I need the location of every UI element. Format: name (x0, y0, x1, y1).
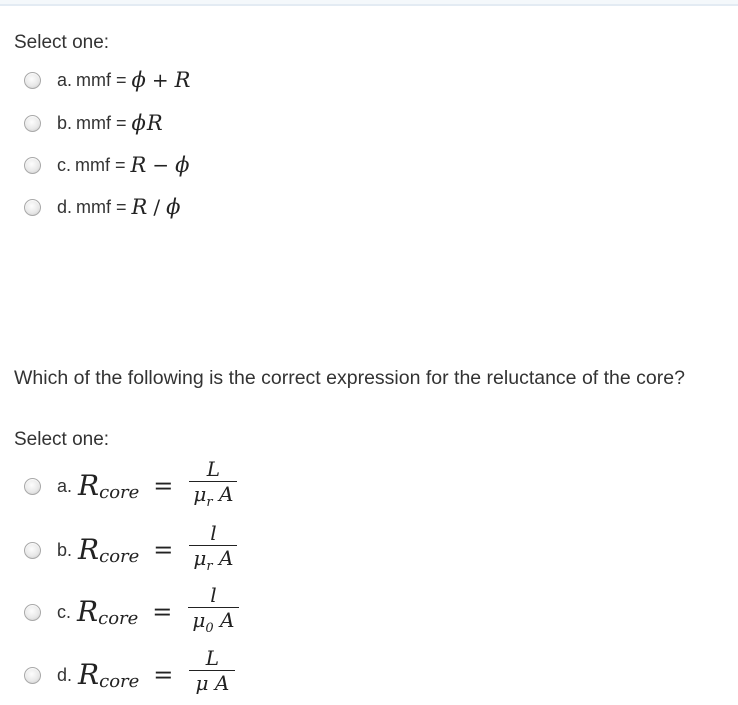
mu-symbol: μ (192, 608, 206, 633)
math-reluctance: R (131, 195, 148, 219)
question-text: Which of the following is the correct expression for the reluctance of the core? (14, 367, 685, 389)
numerator: l (210, 520, 217, 545)
select-one-label: Select one: (14, 32, 110, 53)
option-letter: a. (57, 475, 73, 496)
reluctance-subscript: core (99, 670, 140, 692)
radio-button[interactable] (24, 542, 41, 559)
option-letter: c. (57, 154, 72, 175)
option-d[interactable] (24, 645, 235, 705)
math-phi: ϕ (131, 68, 146, 92)
numerator: L (206, 456, 221, 481)
option-c[interactable] (24, 582, 239, 642)
area-symbol: A (218, 482, 234, 507)
math-phi: ϕ (166, 195, 181, 219)
option-letter: a. (57, 69, 73, 90)
radio-button[interactable] (24, 115, 41, 132)
option-c[interactable] (24, 150, 189, 180)
math-reluctance: R (146, 111, 163, 135)
math-operator: + (151, 68, 169, 92)
area-symbol: A (218, 546, 234, 571)
option-letter: b. (57, 539, 73, 560)
fraction (189, 521, 237, 580)
option-b[interactable] (24, 520, 237, 580)
denominator (188, 608, 238, 641)
radio-button[interactable] (24, 478, 41, 495)
area-symbol: A (214, 671, 230, 696)
math-operator: − (152, 153, 170, 177)
option-a[interactable] (24, 456, 237, 516)
mu-subscript: r (206, 559, 213, 575)
denominator (192, 671, 234, 704)
area-symbol: A (220, 608, 235, 633)
math-phi: ϕ (131, 111, 146, 135)
radio-button[interactable] (24, 199, 41, 216)
reluctance-symbol: R (77, 595, 99, 628)
reluctance-symbol: R (78, 658, 100, 691)
option-letter: d. (57, 196, 73, 217)
option-a[interactable] (24, 65, 190, 95)
radio-button[interactable] (24, 157, 41, 174)
option-lhs: mmf = (76, 196, 127, 217)
option-letter: c. (57, 601, 72, 622)
denominator (189, 546, 237, 579)
reluctance-subscript: core (98, 607, 139, 629)
equals-sign: = (152, 598, 173, 626)
mu-subscript: r (206, 495, 213, 511)
reluctance-symbol: R (78, 533, 100, 566)
option-letter: b. (57, 112, 73, 133)
math-phi: ϕ (175, 153, 190, 177)
numerator: L (205, 645, 220, 670)
math-reluctance: R (130, 153, 147, 177)
radio-button[interactable] (24, 72, 41, 89)
mu-symbol: μ (195, 671, 209, 696)
fraction (189, 457, 237, 516)
select-one-label: Select one: (14, 429, 110, 450)
fraction (189, 646, 235, 705)
radio-button[interactable] (24, 667, 41, 684)
equals-sign: = (153, 472, 174, 500)
mu-symbol: μ (193, 546, 207, 571)
option-lhs: mmf = (75, 154, 126, 175)
reluctance-subscript: core (99, 481, 140, 503)
radio-button[interactable] (24, 604, 41, 621)
option-d[interactable] (24, 192, 180, 222)
mu-subscript: 0 (205, 621, 214, 637)
equals-sign: = (153, 536, 174, 564)
numerator: l (210, 582, 217, 607)
reluctance-subscript: core (99, 545, 140, 567)
option-letter: d. (57, 664, 73, 685)
math-operator: / (153, 195, 161, 219)
top-divider (0, 0, 738, 6)
option-b[interactable] (24, 108, 163, 138)
math-reluctance: R (174, 68, 191, 92)
mu-symbol: μ (193, 482, 207, 507)
reluctance-symbol: R (78, 469, 100, 502)
fraction (188, 583, 238, 642)
equals-sign: = (153, 661, 174, 689)
option-lhs: mmf = (76, 69, 127, 90)
option-lhs: mmf = (76, 112, 127, 133)
denominator (189, 482, 237, 515)
